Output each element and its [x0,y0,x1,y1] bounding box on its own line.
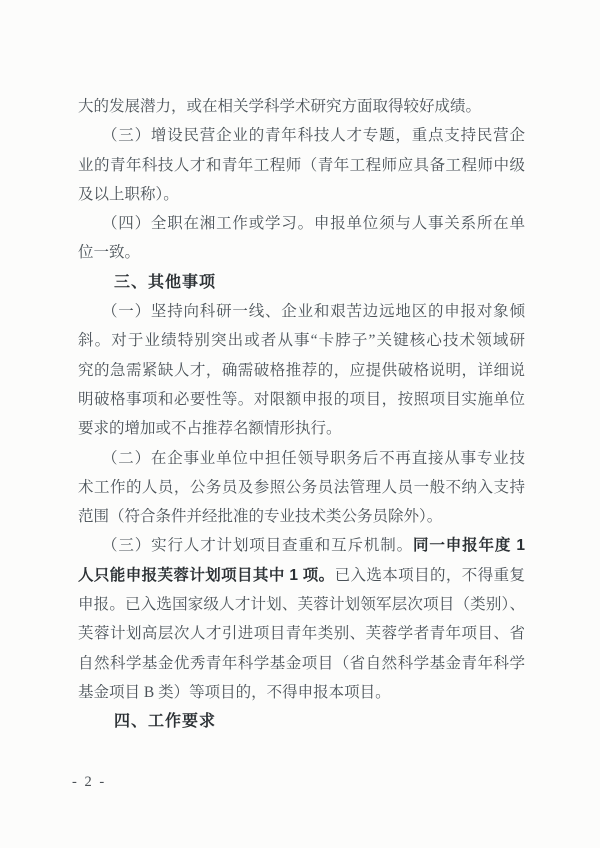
text-line [78,385,525,414]
text-segment: （四）全职在湘工作或学习。申报单位须与人事关系所在单 [102,215,525,233]
text-segment: 芙蓉计划高层次人才引进项目青年类别、芙蓉学者青年项目、省 [78,625,525,643]
text-line [78,92,525,121]
text-segment: （一）坚持向科研一线、企业和艰苦边远地区的申报对象倾 [102,303,525,321]
text-segment: 大的发展潜力，或在相关学科学术研究方面取得较好成绩。 [78,98,482,115]
text-segment: 位一致。 [78,244,141,262]
text-segment: （二）在企事业单位中担任领导职务后不再直接从事专业技 [102,449,525,467]
text-line [78,121,525,150]
text-segment: （三）增设民营企业的青年科技人才专题，重点支持民营企 [102,127,525,145]
section-heading [78,707,525,736]
text-line [78,326,525,355]
text-segment: 明破格事项和必要性等。对限额申报的项目，按照项目实施单位 [78,390,525,408]
text-line [78,561,525,590]
text-segment: 业的青年科技人才和青年工程师（青年工程师应具备工程师中级 [78,156,525,174]
bold-text-segment: 人只能申报芙蓉计划项目其中 1 项。 [78,566,335,584]
text-line [78,619,525,648]
text-line [78,590,525,619]
text-line [78,238,525,267]
text-line [78,209,525,238]
text-segment: （三）实行人才计划项目查重和互斥机制。 [102,537,413,555]
text-line [78,356,525,385]
bold-text-segment: 三、其他事项 [114,273,217,291]
text-line [78,678,525,707]
bold-text-segment: 同一申报年度 1 [412,537,525,555]
page-number: - 2 - [72,774,107,790]
text-segment: 要求的增加或不占推荐名额情形执行。 [78,420,342,438]
text-line [78,180,525,209]
text-line [78,649,525,678]
text-segment: 及以上职称）。 [78,185,179,203]
text-segment: 究的急需紧缺人才，确需破格推荐的，应提供破格说明，详细说 [78,361,525,379]
text-line [78,151,525,180]
document-body [78,92,525,737]
text-line [78,473,525,502]
section-heading [78,268,525,297]
text-segment: 申报。已入选国家级人才计划、芙蓉计划领军层次项目（类别）、 [78,596,525,614]
text-line [78,531,525,560]
text-segment: 斜。对于业绩特别突出或者从事“卡脖子”关键核心技术领域研 [78,332,525,350]
text-line [78,444,525,473]
text-segment: 已入选本项目的，不得重复 [334,566,525,584]
text-segment: 基金项目 B 类）等项目的，不得申报本项目。 [78,683,391,701]
text-line [78,502,525,531]
text-segment: 自然科学基金优秀青年科学基金项目（省自然科学基金青年科学 [78,654,525,672]
text-line [78,297,525,326]
bold-text-segment: 四、工作要求 [114,713,217,731]
text-line [78,414,525,443]
text-segment: 范围（符合条件并经批准的专业技术类公务员除外）。 [78,508,443,526]
text-segment: 术工作的人员，公务员及参照公务员法管理人员一般不纳入支持 [78,478,525,496]
